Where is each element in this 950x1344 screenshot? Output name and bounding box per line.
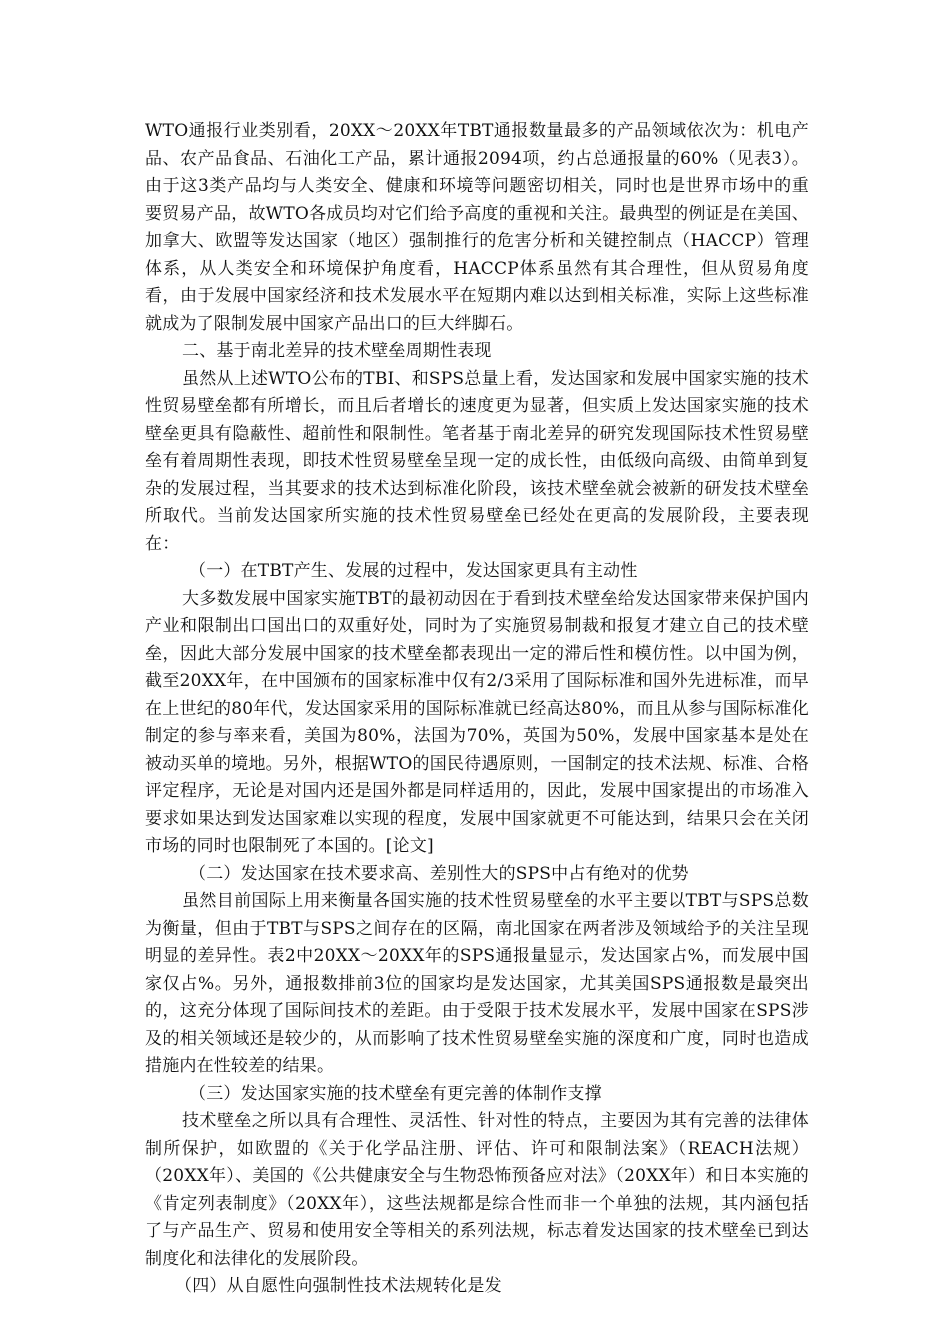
subheading-4: （四）从自愿性向强制性技术法规转化是发 <box>175 1276 502 1296</box>
paragraph-subheading-2: 虽然目前国际上用来衡量各国实施的技术性贸易壁垒的水平主要以TBT与SPS总数为衡量，但由于TBT与SPS之间存在的区隔，南北国家在两者涉及领域给予的关注呈现明显的差异性。表2中20XX～20XX年的SPS通报量显示，发达国家占%，而发展中国家仅占%。另外，通报数排前3位的国家均是发达国家，尤其美国SPS通报数是最突出的，这充分体现了国际间技术的差距。由于受限于技术发展水平，发展中国家在SPS涉及的相关领域还是较少的，从而影响了技术性贸易壁垒实施的深度和广度，同时也造成措施内在性较差的结果。 <box>145 891 809 1076</box>
document-body <box>145 118 809 1301</box>
subheading-1: （一）在TBT产生、发展的过程中，发达国家更具有主动性 <box>189 561 638 581</box>
paragraph-wto-notification: WTO通报行业类别看，20XX～20XX年TBT通报数量最多的产品领域依次为：机电产品、农产品食品、石油化工产品，累计通报2094项，约占总通报量的60%（见表3）。由于这3类产品均与人类安全、健康和环境等问题密切相关，同时也是世界市场中的重要贸易产品，故WTO各成员均对它们给予高度的重视和关注。最典型的例证是在美国、加拿大、欧盟等发达国家（地区）强制推行的危害分析和关键控制点（HACCP）管理体系，从人类安全和环境保护角度看，HACCP体系虽然有其合理性，但从贸易角度看，由于发展中国家经济和技术发展水平在短期内难以达到相关标准，实际上这些标准就成为了限制发展中国家产品出口的巨大绊脚石。 <box>145 121 809 334</box>
subheading-3: （三）发达国家实施的技术壁垒有更完善的体制作支撑 <box>189 1083 602 1104</box>
paragraph-subheading-3: 技术壁垒之所以具有合理性、灵活性、针对性的特点，主要因为其有完善的法律体制所保护，如欧盟的《关于化学品注册、评估、许可和限制法案》（REACH法规）（20XX年）、美国的《公共健康安全与生物恐怖预备应对法》（20XX年）和日本实施的《肯定列表制度》（20XX年），这些法规都是综合性而非一个单独的法规，其内涵包括了与产品生产、贸易和使用安全等相关的系列法规，标志着发达国家的技术壁垒已到达制度化和法律化的发展阶段。 <box>145 1111 809 1269</box>
section-heading-2: 二、基于南北差异的技术壁垒周期性表现 <box>182 341 492 361</box>
subheading-2: （二）发达国家在技术要求高、差别性大的SPS中占有绝对的优势 <box>189 863 689 884</box>
paragraph-section-2-intro: 虽然从上述WTO公布的TBI、和SPS总量上看，发达国家和发展中国家实施的技术性贸易壁垒都有所增长，而且后者增长的速度更为显著，但实质上发达国家实施的技术壁垒更具有隐蔽性、超前性和限制性。笔者基于南北差异的研究发现国际技术性贸易壁垒有着周期性表现，即技术性贸易壁垒呈现一定的成长性，由低级向高级、由简单到复杂的发展过程，当其要求的技术达到标准化阶段，该技术壁垒就会被新的研发技术壁垒所取代。当前发达国家所实施的技术性贸易壁垒已经处在更高的发展阶段，主要表现在： <box>145 368 809 554</box>
paragraph-subheading-1: 大多数发展中国家实施TBT的最初动因在于看到技术壁垒给发达国家带来保护国内产业和限制出口国出口的双重好处，同时为了实施贸易制裁和报复才建立自己的技术壁垒，因此大部分发展中国家的技术壁垒都表现出一定的滞后性和模仿性。以中国为例，截至20XX年，在中国颁布的国家标准中仅有2/3采用了国际标准和国外先进标准，而早在上世纪的80年代，发达国家采用的国际标准就已经高达80%，而且从参与国际标准化制定的参与率来看，美国为80%，法国为70%，英国为50%，发展中国家基本是处在被动买单的境地。另外，根据WTO的国民待遇原则，一国制定的技术法规、标准、合格评定程序，无论是对国内还是国外都是同样适用的，因此，发展中国家提出的市场准入要求如果达到发达国家难以实现的程度，发展中国家就更不可能达到，结果只会在关闭市场的同时也限制死了本国的。[论文] <box>145 588 809 856</box>
